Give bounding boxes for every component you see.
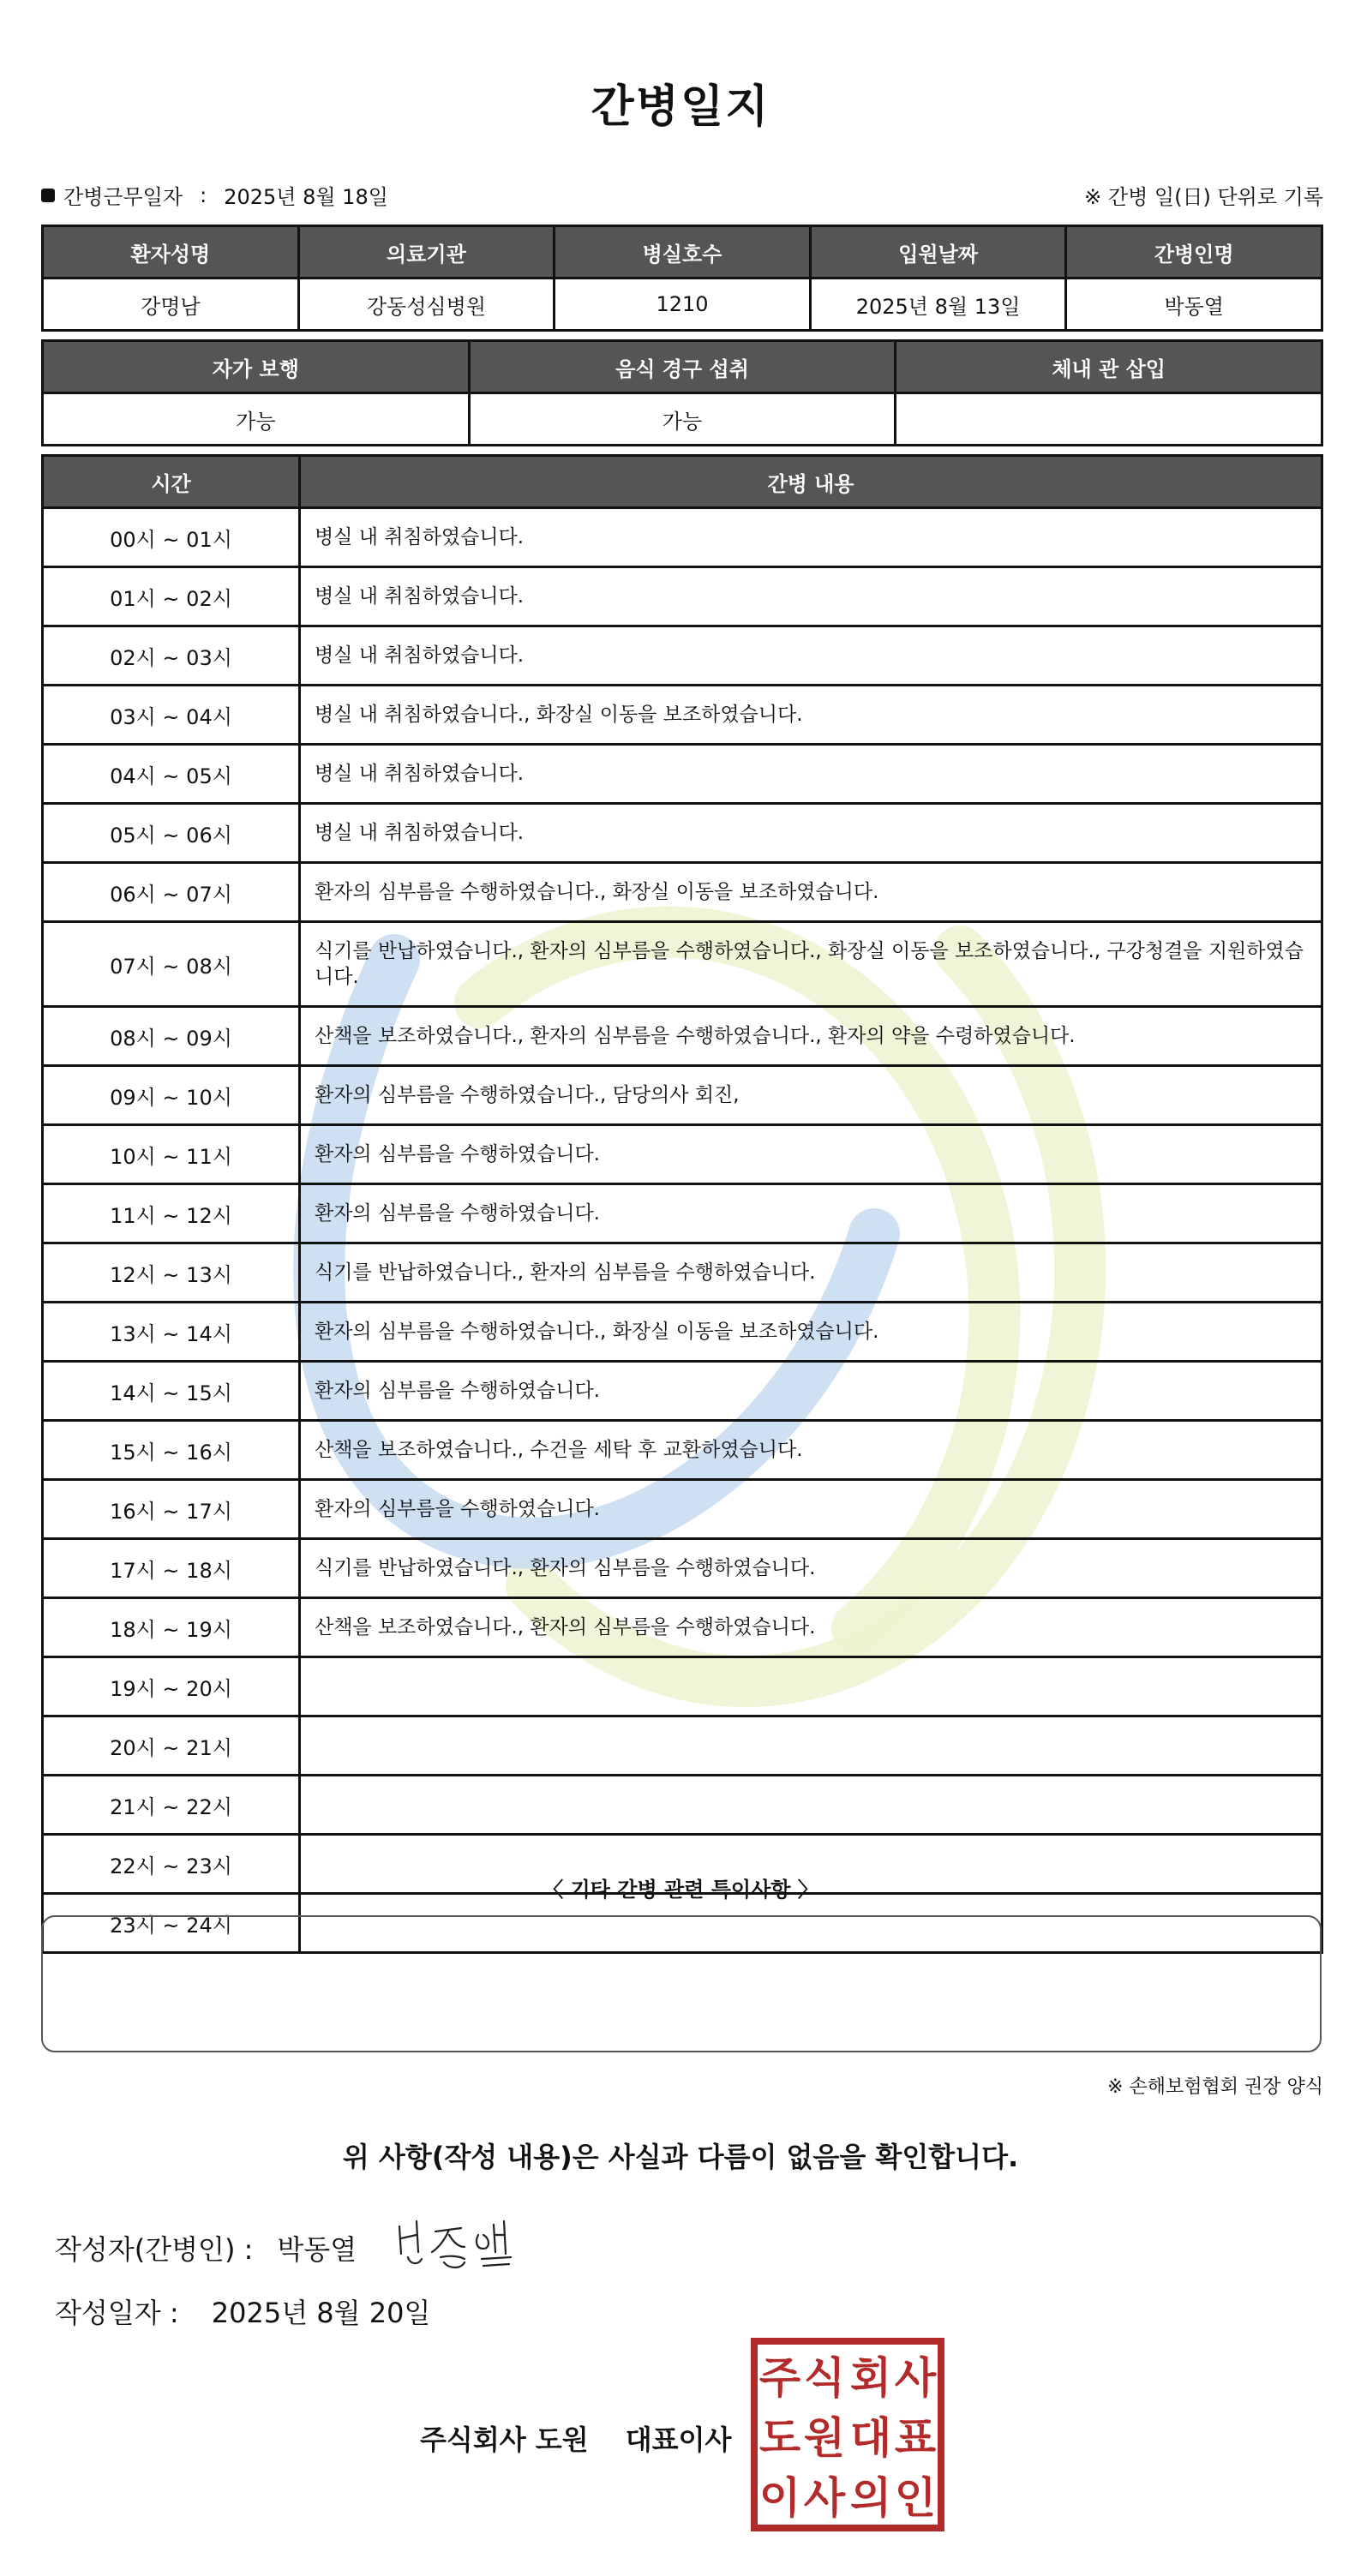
writer-line bbox=[55, 2228, 357, 2267]
table-row bbox=[43, 1421, 1322, 1480]
handwritten-signature bbox=[393, 2209, 547, 2278]
table-row bbox=[43, 804, 1322, 863]
table-row bbox=[43, 1066, 1322, 1125]
header-admission-date: 입원날짜 bbox=[810, 226, 1066, 279]
svg-text:회: 회 bbox=[849, 2353, 892, 2403]
time-slot: 09시 ~ 10시 bbox=[43, 1066, 300, 1125]
time-slot: 19시 ~ 20시 bbox=[43, 1657, 300, 1716]
unit-note: ※ 간병 일(日) 단위로 기록 bbox=[1084, 185, 1323, 209]
svg-text:이: 이 bbox=[758, 2473, 801, 2523]
patient-name: 강명남 bbox=[43, 279, 299, 331]
table-row bbox=[43, 626, 1322, 686]
time-slot: 10시 ~ 11시 bbox=[43, 1125, 300, 1184]
care-log-table bbox=[41, 454, 1323, 1954]
representative-title: 대표이사 bbox=[625, 2423, 732, 2456]
company-seal-stamp bbox=[751, 2338, 944, 2531]
time-slot: 18시 ~ 19시 bbox=[43, 1598, 300, 1657]
care-content: 식기를 반납하였습니다., 환자의 심부름을 수행하였습니다., 화장실 이동을 보조하였습니다., 구강청결을 지원하였습니다. bbox=[300, 922, 1322, 1007]
header-time: 시간 bbox=[43, 456, 300, 508]
table-row bbox=[43, 1125, 1322, 1184]
table-row bbox=[43, 1184, 1322, 1243]
oral-intake-value: 가능 bbox=[469, 393, 896, 446]
confirmation-statement: 위 사항(작성 내용)은 사실과 다름이 없음을 확인합니다. bbox=[342, 2141, 1019, 2173]
time-slot: 11시 ~ 12시 bbox=[43, 1184, 300, 1243]
tube-insertion-value bbox=[896, 393, 1322, 446]
work-date-line bbox=[41, 177, 1323, 211]
care-content bbox=[300, 1716, 1322, 1776]
caregiver-name: 박동열 bbox=[1066, 279, 1322, 331]
header-oral-intake: 음식 경구 섭취 bbox=[469, 341, 896, 393]
company-signature-line bbox=[420, 2418, 731, 2458]
care-content: 병실 내 취침하였습니다. bbox=[300, 567, 1322, 626]
room-number: 1210 bbox=[555, 279, 811, 331]
care-content: 병실 내 취침하였습니다. bbox=[300, 804, 1322, 863]
patient-info-table bbox=[41, 225, 1323, 332]
care-content: 환자의 심부름을 수행하였습니다. bbox=[300, 1362, 1322, 1421]
bullet-icon bbox=[41, 189, 55, 202]
care-content: 산책을 보조하였습니다., 환자의 심부름을 수행하였습니다. bbox=[300, 1598, 1322, 1657]
time-slot: 08시 ~ 09시 bbox=[43, 1007, 300, 1066]
table-row bbox=[43, 1303, 1322, 1362]
svg-text:주: 주 bbox=[758, 2353, 801, 2403]
table-row bbox=[43, 745, 1322, 804]
writer-name: 박동열 bbox=[277, 2233, 357, 2266]
svg-text:대: 대 bbox=[849, 2413, 892, 2463]
time-slot: 13시 ~ 14시 bbox=[43, 1303, 300, 1362]
care-content: 산책을 보조하였습니다., 수건을 세탁 후 교환하였습니다. bbox=[300, 1421, 1322, 1480]
time-slot: 05시 ~ 06시 bbox=[43, 804, 300, 863]
self-walking-value: 가능 bbox=[43, 393, 470, 446]
work-date-label: 간병근무일자 bbox=[63, 185, 183, 209]
work-date-value: 2025년 8월 18일 bbox=[224, 185, 388, 209]
table-row bbox=[43, 1007, 1322, 1066]
svg-text:표: 표 bbox=[894, 2413, 937, 2463]
table-row bbox=[43, 567, 1322, 626]
header-patient-name: 환자성명 bbox=[43, 226, 299, 279]
time-slot: 20시 ~ 21시 bbox=[43, 1716, 300, 1776]
time-slot: 14시 ~ 15시 bbox=[43, 1362, 300, 1421]
time-slot: 15시 ~ 16시 bbox=[43, 1421, 300, 1480]
table-row bbox=[43, 1657, 1322, 1716]
header-care-content: 간병 내용 bbox=[300, 456, 1322, 508]
time-slot: 00시 ~ 01시 bbox=[43, 508, 300, 567]
time-slot: 23시 ~ 24시 bbox=[43, 1894, 300, 1953]
table-row bbox=[43, 1243, 1322, 1303]
time-slot: 17시 ~ 18시 bbox=[43, 1539, 300, 1598]
time-slot: 22시 ~ 23시 bbox=[43, 1835, 300, 1894]
care-content: 환자의 심부름을 수행하였습니다., 화장실 이동을 보조하였습니다. bbox=[300, 1303, 1322, 1362]
header-self-walking: 자가 보행 bbox=[43, 341, 470, 393]
time-slot: 02시 ~ 03시 bbox=[43, 626, 300, 686]
care-content: 환자의 심부름을 수행하였습니다. bbox=[300, 1480, 1322, 1539]
care-content: 식기를 반납하였습니다., 환자의 심부름을 수행하였습니다. bbox=[300, 1243, 1322, 1303]
time-slot: 06시 ~ 07시 bbox=[43, 863, 300, 922]
care-content bbox=[300, 1657, 1322, 1716]
care-content: 식기를 반납하였습니다., 환자의 심부름을 수행하였습니다. bbox=[300, 1539, 1322, 1598]
patient-status-table bbox=[41, 339, 1323, 446]
svg-text:도: 도 bbox=[758, 2413, 801, 2463]
care-content: 환자의 심부름을 수행하였습니다. bbox=[300, 1125, 1322, 1184]
other-notes-box bbox=[41, 1915, 1322, 2052]
table-row bbox=[43, 1539, 1322, 1598]
svg-text:사: 사 bbox=[803, 2473, 846, 2523]
care-content: 병실 내 취침하였습니다. bbox=[300, 508, 1322, 567]
write-date-label: 작성일자 : bbox=[55, 2297, 179, 2329]
header-room: 병실호수 bbox=[555, 226, 811, 279]
care-content: 환자의 심부름을 수행하였습니다. bbox=[300, 1184, 1322, 1243]
header-hospital: 의료기관 bbox=[298, 226, 555, 279]
header-tube-insertion: 체내 관 삽입 bbox=[896, 341, 1322, 393]
writer-label: 작성자(간병인) : bbox=[55, 2233, 254, 2266]
time-slot: 03시 ~ 04시 bbox=[43, 686, 300, 745]
table-row bbox=[43, 863, 1322, 922]
company-name: 주식회사 도원 bbox=[420, 2423, 589, 2456]
table-row bbox=[43, 1362, 1322, 1421]
write-date-line bbox=[55, 2291, 430, 2331]
table-row bbox=[43, 922, 1322, 1007]
table-row bbox=[43, 1716, 1322, 1776]
care-content: 병실 내 취침하였습니다. bbox=[300, 626, 1322, 686]
header-caregiver: 간병인명 bbox=[1066, 226, 1322, 279]
time-slot: 07시 ~ 08시 bbox=[43, 922, 300, 1007]
hospital-name: 강동성심병원 bbox=[298, 279, 555, 331]
care-content bbox=[300, 1776, 1322, 1835]
svg-text:의: 의 bbox=[849, 2473, 892, 2523]
care-content: 환자의 심부름을 수행하였습니다., 담당의사 회진, bbox=[300, 1066, 1322, 1125]
care-content: 병실 내 취침하였습니다. bbox=[300, 745, 1322, 804]
table-row bbox=[43, 686, 1322, 745]
time-slot: 21시 ~ 22시 bbox=[43, 1776, 300, 1835]
care-content: 산책을 보조하였습니다., 환자의 심부름을 수행하였습니다., 환자의 약을 수령하였습니다. bbox=[300, 1007, 1322, 1066]
recommend-note: ※ 손해보험협회 권장 양식 bbox=[1107, 2076, 1323, 2098]
care-content: 환자의 심부름을 수행하였습니다., 화장실 이동을 보조하였습니다. bbox=[300, 863, 1322, 922]
admission-date: 2025년 8월 13일 bbox=[810, 279, 1066, 331]
work-date-separator: : bbox=[200, 183, 207, 207]
svg-text:인: 인 bbox=[894, 2473, 937, 2523]
svg-text:사: 사 bbox=[894, 2353, 937, 2403]
write-date-value: 2025년 8월 20일 bbox=[211, 2297, 431, 2329]
time-slot: 16시 ~ 17시 bbox=[43, 1480, 300, 1539]
page-title: 간병일지 bbox=[591, 81, 770, 133]
care-content: 병실 내 취침하였습니다., 화장실 이동을 보조하였습니다. bbox=[300, 686, 1322, 745]
table-row bbox=[43, 1598, 1322, 1657]
time-slot: 12시 ~ 13시 bbox=[43, 1243, 300, 1303]
svg-text:식: 식 bbox=[803, 2353, 846, 2403]
other-notes-title: 〈 기타 간병 관련 특이사항 〉 bbox=[543, 1878, 818, 1902]
svg-text:원: 원 bbox=[803, 2413, 846, 2463]
time-slot: 01시 ~ 02시 bbox=[43, 567, 300, 626]
table-row bbox=[43, 1776, 1322, 1835]
table-row bbox=[43, 508, 1322, 567]
table-row bbox=[43, 1480, 1322, 1539]
time-slot: 04시 ~ 05시 bbox=[43, 745, 300, 804]
